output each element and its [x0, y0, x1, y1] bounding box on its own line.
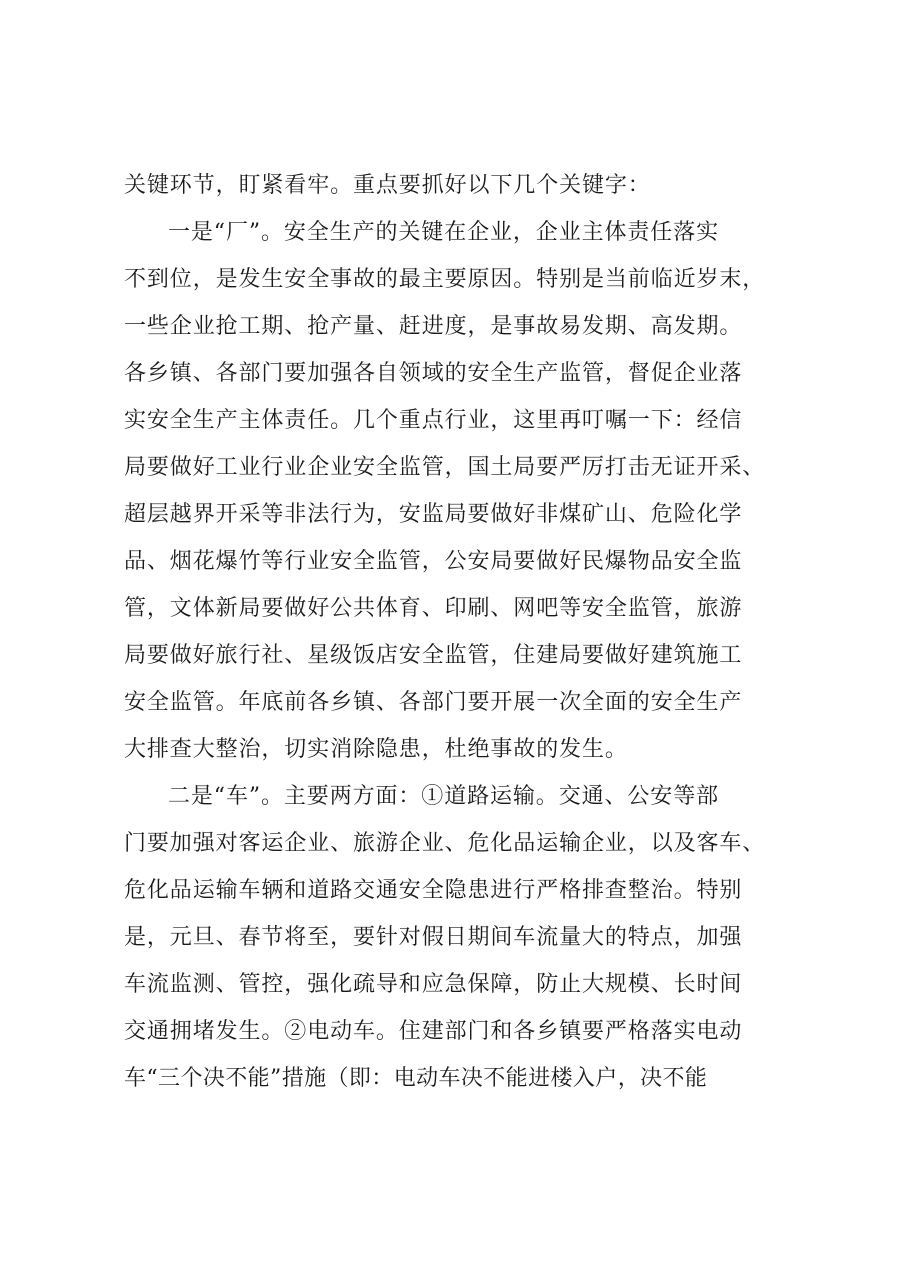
text-line: 关键环节，盯紧看牢。重点要抓好以下几个关键字： — [124, 173, 651, 198]
text-line: 车流监测、管控，强化疏导和应急保障，防止大规模、长时间 — [124, 972, 743, 997]
text-line: 局要做好旅行社、星级饭店安全监管，住建局要做好建筑施工 — [124, 643, 743, 668]
paragraph-start-line: 一是“厂”。安全生产的关键在企业，企业主体责任落实 — [168, 220, 719, 245]
text-line: 安全监管。年底前各乡镇、各部门要开展一次全面的安全生产 — [124, 690, 743, 715]
text-line: 管，文体新局要做好公共体育、印刷、网吧等安全监管，旅游 — [124, 596, 743, 621]
text-line: 大排查大整治，切实消除隐患，杜绝事故的发生。 — [124, 737, 628, 762]
text-line: 局要做好工业行业企业安全监管，国土局要严厉打击无证开采、 — [124, 455, 766, 480]
text-line: 各乡镇、各部门要加强各自领域的安全生产监管，督促企业落 — [124, 361, 743, 386]
text-line: 危化品运输车辆和道路交通安全隐患进行严格排查整治。特别 — [124, 878, 743, 903]
text-line: 品、烟花爆竹等行业安全监管，公安局要做好民爆物品安全监 — [124, 549, 743, 574]
paragraph-start-line: 二是“车”。主要两方面：①道路运输。交通、公安等部 — [168, 784, 719, 809]
text-line: 门要加强对客运企业、旅游企业、危化品运输企业，以及客车、 — [124, 831, 766, 856]
text-line: 是，元旦、春节将至，要针对假日期间车流量大的特点，加强 — [124, 925, 743, 950]
text-line: 不到位，是发生安全事故的最主要原因。特别是当前临近岁末， — [124, 267, 766, 292]
text-line: 实安全生产主体责任。几个重点行业，这里再叮嘱一下：经信 — [124, 408, 743, 433]
text-line: 交通拥堵发生。②电动车。住建部门和各乡镇要严格落实电动 — [124, 1019, 743, 1044]
text-line: 车“三个决不能”措施（即：电动车决不能进楼入户，决不能 — [124, 1066, 708, 1091]
text-line: 超层越界开采等非法行为，安监局要做好非煤矿山、危险化学 — [124, 502, 743, 527]
text-line: 一些企业抢工期、抢产量、赶进度，是事故易发期、高发期。 — [124, 314, 743, 339]
document-body — [124, 162, 824, 1102]
